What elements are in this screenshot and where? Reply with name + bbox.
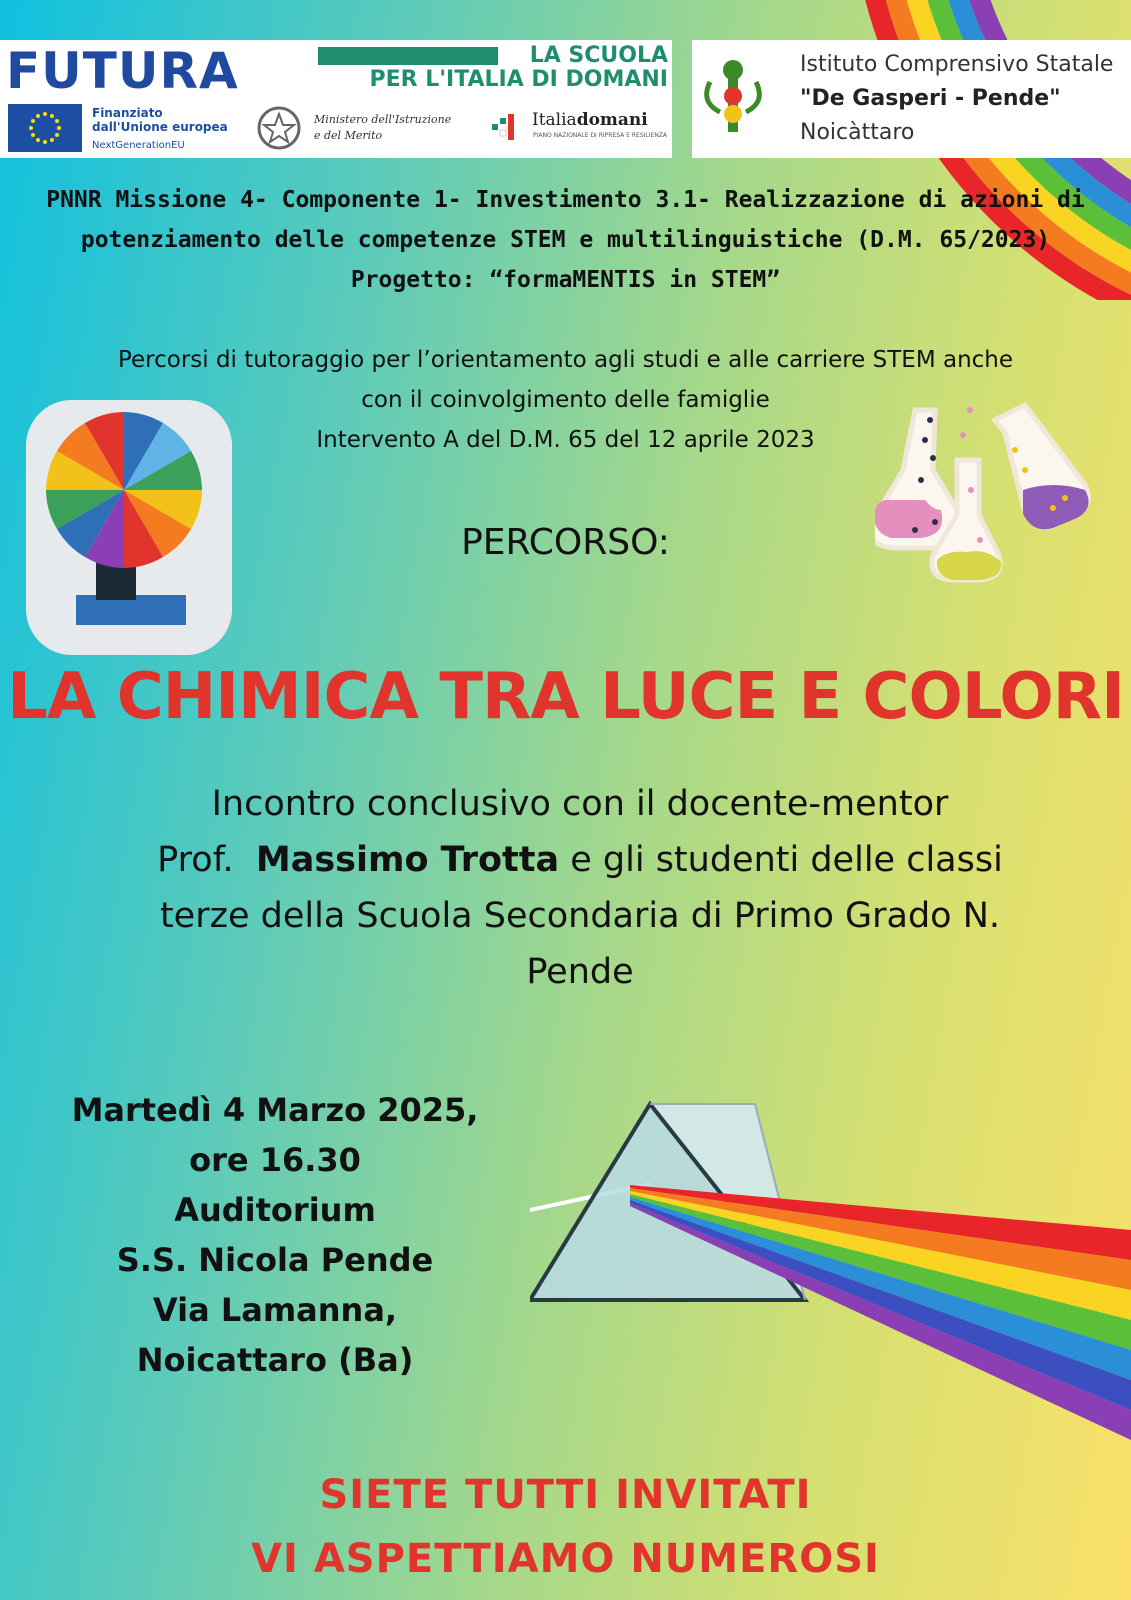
eu-funding-text: Finanziato dall'Unione europea [92, 106, 228, 134]
event-street: Via Lamanna, [152, 1291, 398, 1329]
event-details [40, 1085, 510, 1385]
republic-emblem-icon [256, 104, 302, 152]
institute-logo-bar [692, 40, 1131, 158]
event-title: LA CHIMICA TRA LUCE E COLORI [7, 660, 1124, 734]
futura-logo: FUTURA [6, 42, 239, 100]
institute-name: Istituto Comprensivo Statale "De Gasperi - Pende" Noicàttaro [800, 52, 1114, 145]
funding-logo-bar [0, 40, 672, 158]
invitation-text: SIETE TUTTI INVITATI VI ASPETTIAMO NUMEROSI [251, 1472, 880, 1582]
ministero-text: Ministero dell'Istruzione e del Merito [314, 113, 452, 142]
percorso-label: PERCORSO: [461, 522, 670, 563]
event-venue: Auditorium [174, 1191, 376, 1229]
italiadomani-logo: Italiadomani [532, 110, 648, 130]
event-school: S.S. Nicola Pende [116, 1241, 434, 1279]
school-logo-icon [698, 52, 768, 144]
scuola-logo: LA SCUOLA PER L'ITALIA DI DOMANI [369, 43, 668, 92]
mentor-name: Massimo Trotta [255, 840, 560, 880]
italiadomani-subtitle: PIANO NAZIONALE DI RIPRESA E RESILIENZA [533, 132, 668, 139]
next-generation-eu: NextGenerationEU [92, 140, 185, 151]
event-time: ore 16.30 [189, 1141, 361, 1179]
event-city: Noicattaro (Ba) [136, 1341, 414, 1379]
event-date: Martedì 4 Marzo 2025, [71, 1091, 479, 1129]
lab-flasks-icon [875, 390, 1105, 600]
tutoring-description: Percorsi di tutoraggio per l’orientamento agli studi e alle carriere STEM anche con il coinvolgimento delle famiglie Intervento A del D.M. 65 del 12 aprile 2023 [117, 347, 1014, 453]
event-description: Incontro conclusivo con il docente-mentor Prof. Massimo Trotta e gli studenti delle classi terze della Scuola Secondaria di Primo Grado N. Pende [157, 784, 1003, 992]
eu-flag-icon [8, 104, 82, 152]
project-header: PNNR Missione 4- Componente 1- Investimento 3.1- Realizzazione di azioni di potenziamento delle competenze STEM e multilinguistiche (D.M. 65/2023) Progetto: “formaMENTIS in STEM” [46, 187, 1085, 293]
prism-rainbow-icon [530, 1100, 1131, 1460]
italiadomani-icon [490, 112, 526, 142]
